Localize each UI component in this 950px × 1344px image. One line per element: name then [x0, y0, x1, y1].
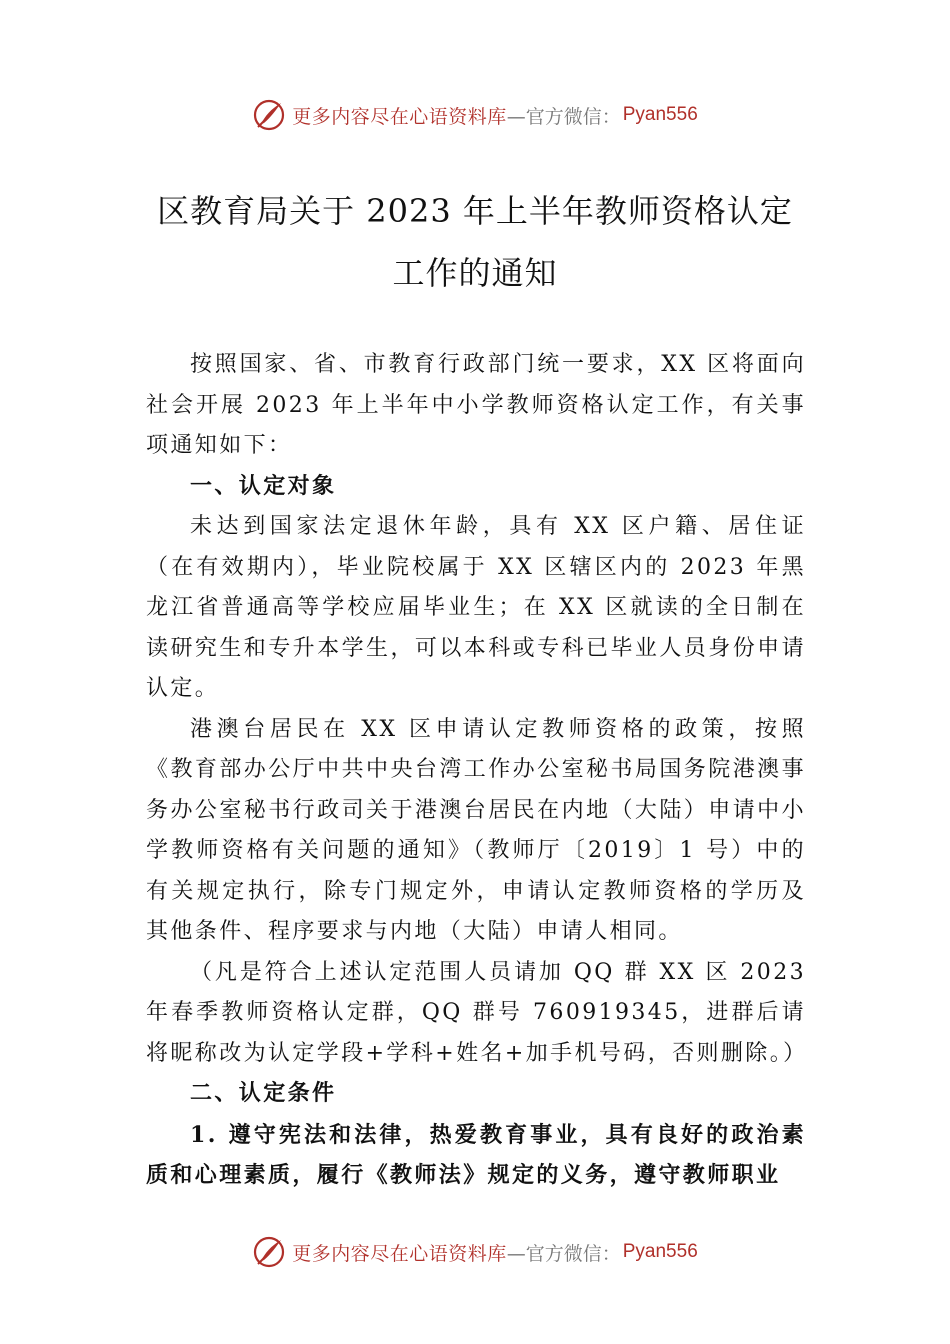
watermark-separator: —官方微信：: [506, 105, 621, 128]
watermark-footer: [0, 1232, 950, 1272]
quill-logo-icon: [252, 1235, 286, 1269]
section-1-paragraph-2: 港澳台居民在 XX 区申请认定教师资格的政策，按照《教育部办公厅中共中央台湾工作办公室秘书局国务院港澳事务办公室秘书行政司关于港澳台居民在内地（大陆）申请中小学教师资格有关问题的通知》（教师厅〔2019〕1 号）中的有关规定执行，除专门规定外，申请认定教师资格的学历及 其他条件、程序要求与内地（大陆）申请人相同。: [146, 716, 806, 944]
document-body: [146, 345, 806, 1196]
section-1-paragraph-3: （凡是符合上述认定范围人员请加 QQ 群 XX 区 2023 年春季教师资格认定群，QQ 群号 760919345，进群后请将昵称改为认定学段+学科+姓名+加手机号码，否则删除。）: [146, 959, 808, 1066]
intro-paragraph: 按照国家、省、市教育行政部门统一要求，XX 区将面向社会开展 2023 年上半年中小学教师资格认定工作，有关事项通知如下：: [146, 352, 806, 458]
section-2-item-1: 1. 遵守宪法和法律，热爱教育事业，具有良好的政治素质和心理素质，履行《教师法》规定的义务，遵守教师职业: [146, 1121, 806, 1188]
quill-logo-icon: [252, 98, 286, 132]
section-1-paragraph-1: 未达到国家法定退休年龄，具有 XX 区户籍、居住证（在有效期内），毕业院校属于 XX 区辖区内的 2023 年黑龙江省普通高等学校应届毕业生；在 XX 区就读的全日制在读研究生和专升本学生，可以本科或专科已毕业人员身份申请认定。: [146, 514, 806, 701]
document-title: [120, 180, 830, 304]
watermark-header: [0, 95, 950, 135]
section-1-heading: 一、认定对象: [190, 473, 337, 499]
watermark-brand: 更多内容尽在心语资料库: [292, 105, 507, 128]
watermark-wechat-id: Pyan556: [622, 104, 698, 125]
watermark-wechat-id: Pyan556: [622, 1241, 698, 1262]
title-line-1: 区教育局关于 2023 年上半年教师资格认定: [157, 192, 793, 230]
watermark-brand: 更多内容尽在心语资料库: [292, 1242, 507, 1265]
title-line-2: 工作的通知: [392, 254, 558, 292]
watermark-separator: —官方微信：: [506, 1242, 621, 1265]
section-2-heading: 二、认定条件: [190, 1081, 337, 1106]
